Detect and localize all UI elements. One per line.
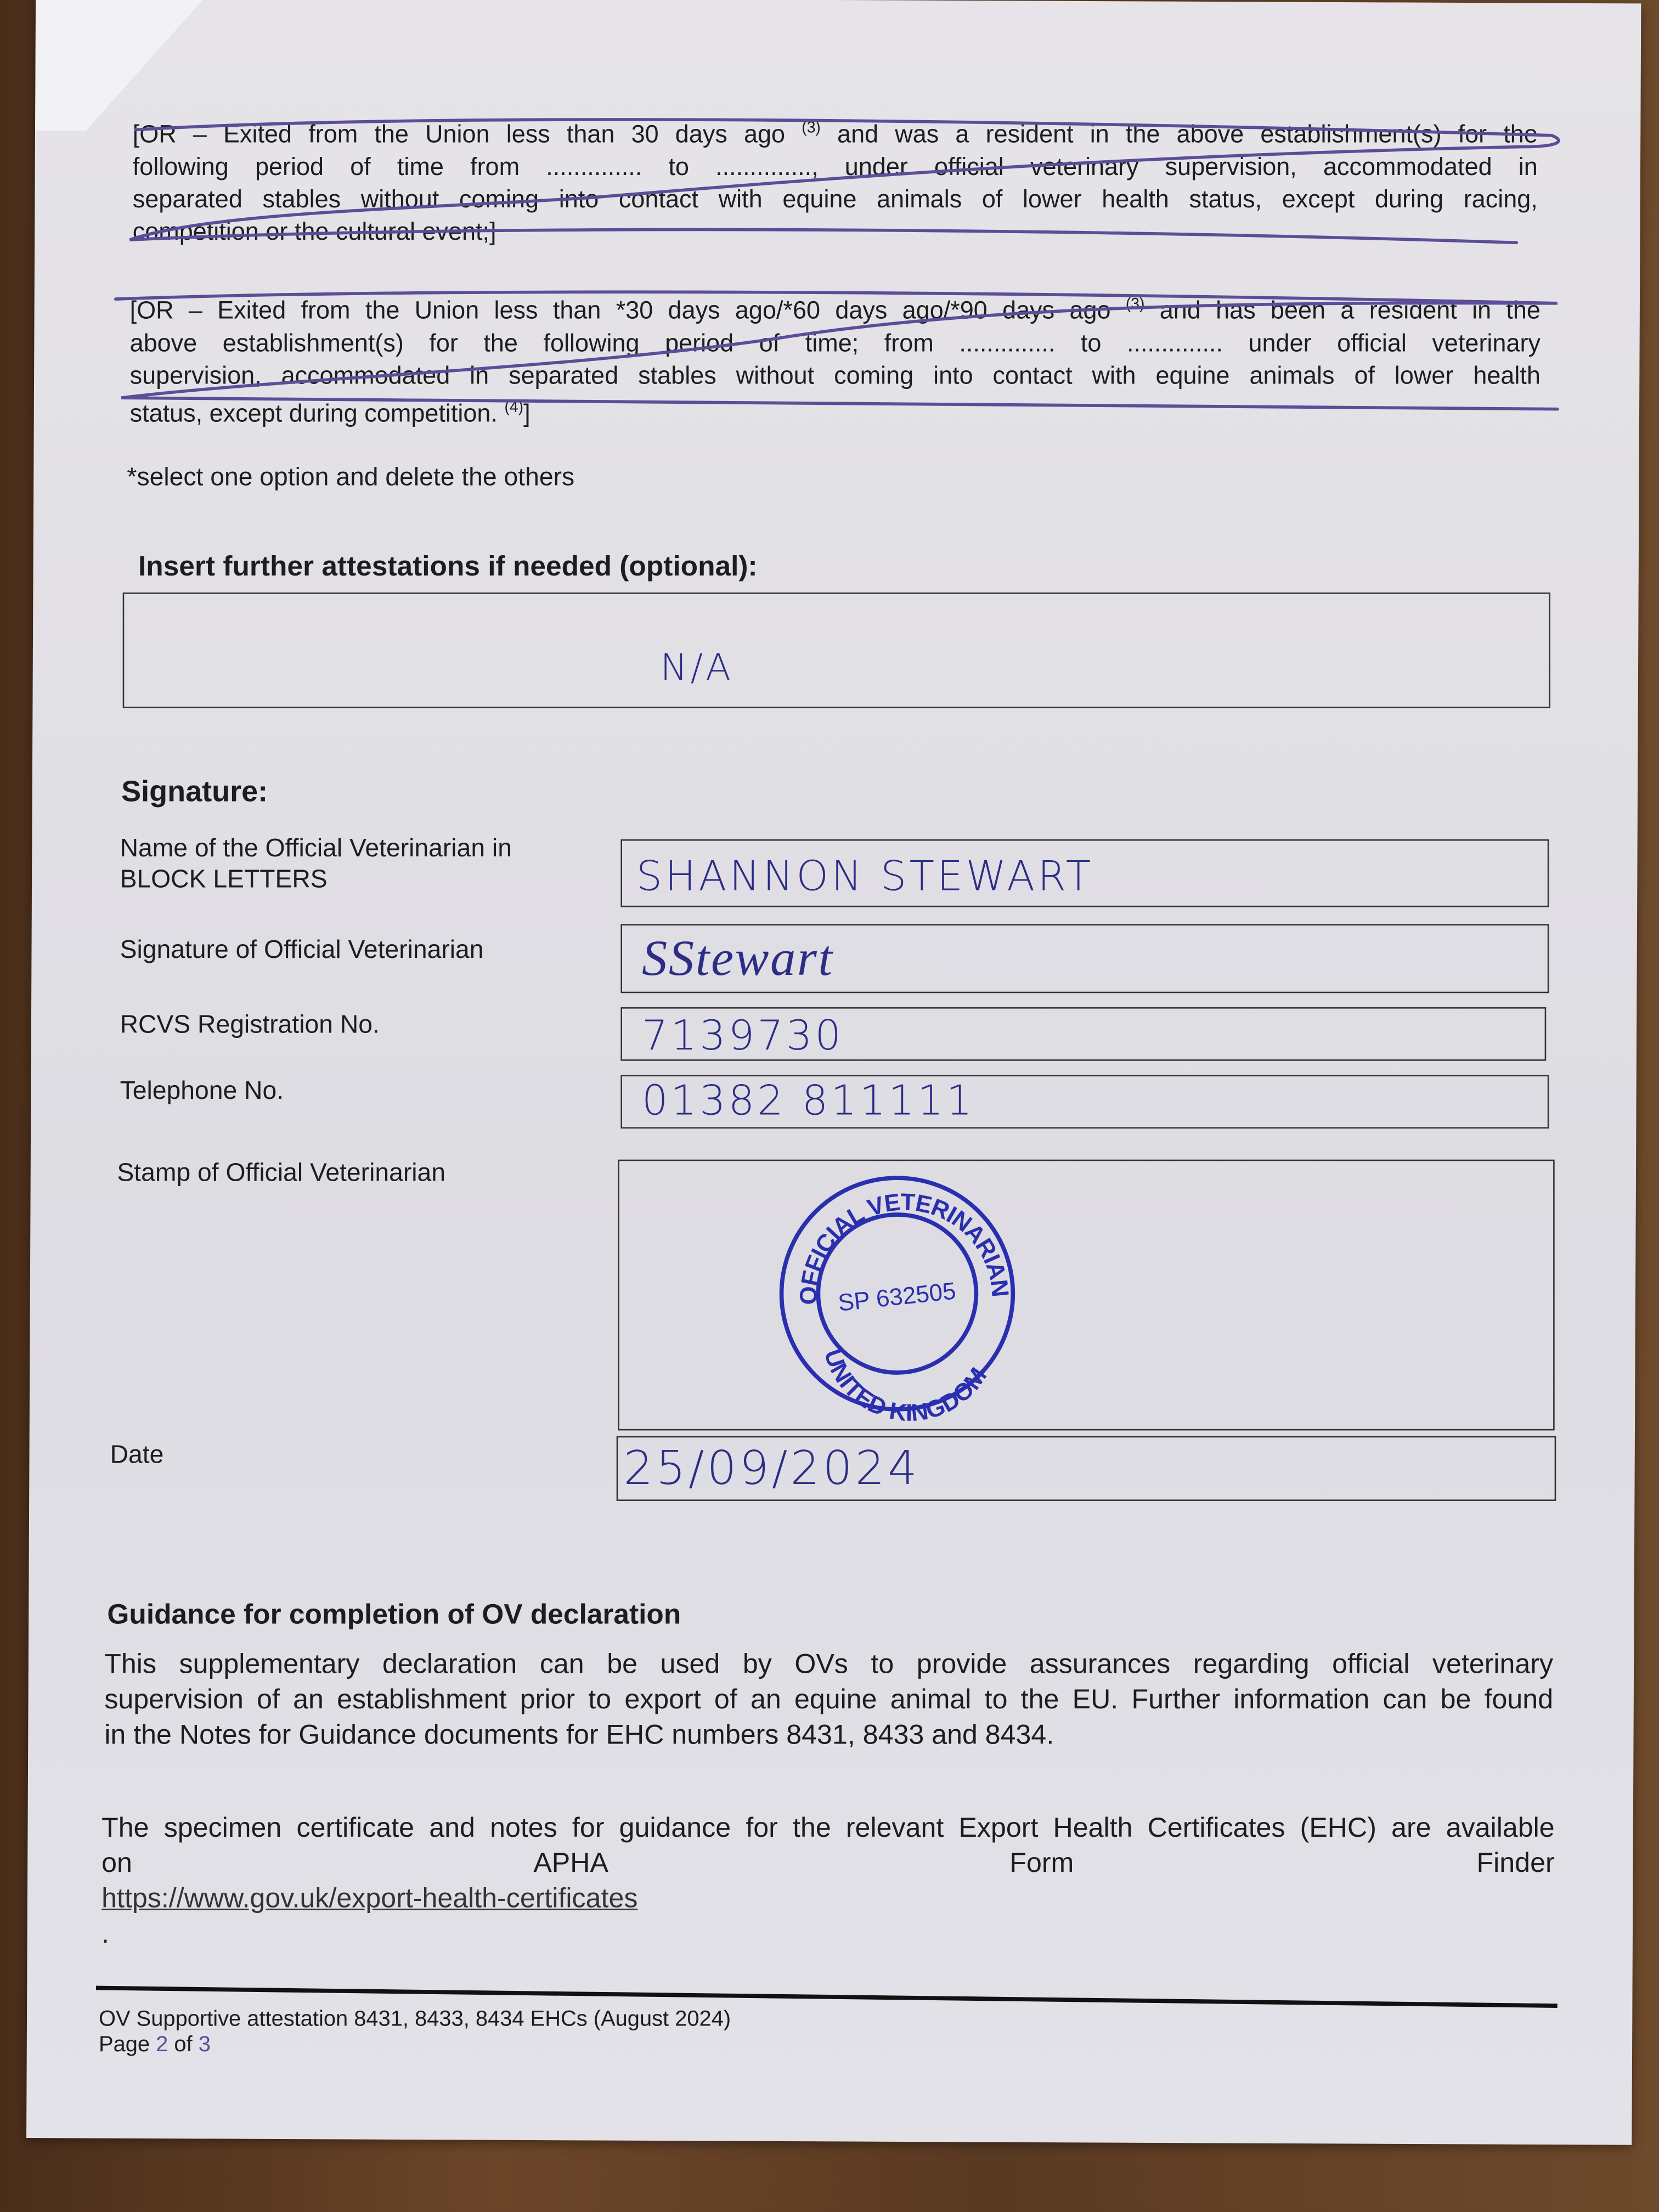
footer-title: OV Supportive attestation 8431, 8433, 8434 EHCs (August 2024) [98, 2007, 731, 2032]
signature-field[interactable] [620, 924, 1549, 993]
signature-heading: Signature: [121, 776, 268, 809]
folded-corner [35, 0, 205, 131]
guidance-paragraph-1: This supplementary declaration can be used by OVs to provide assurances regarding official veterinary supervision of an establishment prior to export of an equine animal to the EU. Further information can be found in the Notes for Guidance documents for EHC numbers 8431, 8433 and 8434. [104, 1649, 1554, 1751]
signature-value: SStewart [641, 929, 834, 986]
telephone-field[interactable] [620, 1075, 1549, 1128]
name-field[interactable] [620, 839, 1549, 907]
further-attestations-value: N/A [660, 647, 734, 690]
ehc-link[interactable]: https://www.gov.uk/export-health-certificates [101, 1883, 638, 1915]
name-value: SHANNON STEWART [636, 852, 1094, 900]
guidance-heading: Guidance for completion of OV declaration [107, 1599, 681, 1631]
rcvs-label: RCVS Registration No. [120, 1010, 380, 1039]
date-label: Date [110, 1440, 164, 1469]
select-note: *select one option and delete the others [127, 462, 575, 491]
further-attestations-heading: Insert further attestations if needed (optional): [138, 551, 758, 583]
guidance-paragraph-2: The specimen certificate and notes for guidance for the relevant Export Health Certificates (EHC) are available on APHA Form Finder https://www.gov.uk/export-health-certificates . [101, 1813, 1555, 1950]
signature-label: Signature of Official Veterinarian [120, 935, 484, 964]
date-field[interactable] [617, 1436, 1556, 1501]
name-label: Name of the Official Veterinarian in BLOCK LETTERS [120, 833, 512, 893]
date-value: 25/09/2024 [623, 1440, 921, 1496]
page-number: Page 2 of 3 [98, 2033, 211, 2057]
telephone-value: 01382 811111 [641, 1076, 975, 1125]
option-b-paragraph: [OR – Exited from the Union less than *30 days ago/*60 days ago/*90 days ago $^{(3)}$ and has been a resident in the above establishment(s) for the following period of time; from .............. to .............. under official veterinary supervision, accommodated in separated stables without coming into contact with equine animals of lower health status, except during competition. $^{(4)}$] [129, 296, 1541, 427]
rcvs-field[interactable] [620, 1007, 1546, 1061]
telephone-label: Telephone No. [120, 1076, 284, 1105]
option-a-paragraph: [OR – Exited from the Union less than 30 days ago $^{(3)}$ and was a resident in the above establishment(s) for the following period of time from .............. to .............., under official veterinary supervision, accommodated in separated stables without coming into contact with equine animals of lower health status, except during racing, competition or the cultural event;] [132, 120, 1538, 245]
rcvs-value: 7139730 [641, 1011, 844, 1060]
further-attestations-box[interactable] [123, 592, 1550, 708]
stamp-label: Stamp of Official Veterinarian [117, 1158, 446, 1187]
stamp-top-text: OFFICIAL VETERINARIAN [794, 1188, 1014, 1306]
stamp-number: SP 632505 [837, 1277, 957, 1317]
stamp-field[interactable] [618, 1160, 1554, 1431]
official-veterinarian-stamp [760, 1161, 1042, 1429]
stamp-bottom-text: UNITED KINGDOM [819, 1346, 992, 1427]
footer [99, 2007, 731, 2058]
